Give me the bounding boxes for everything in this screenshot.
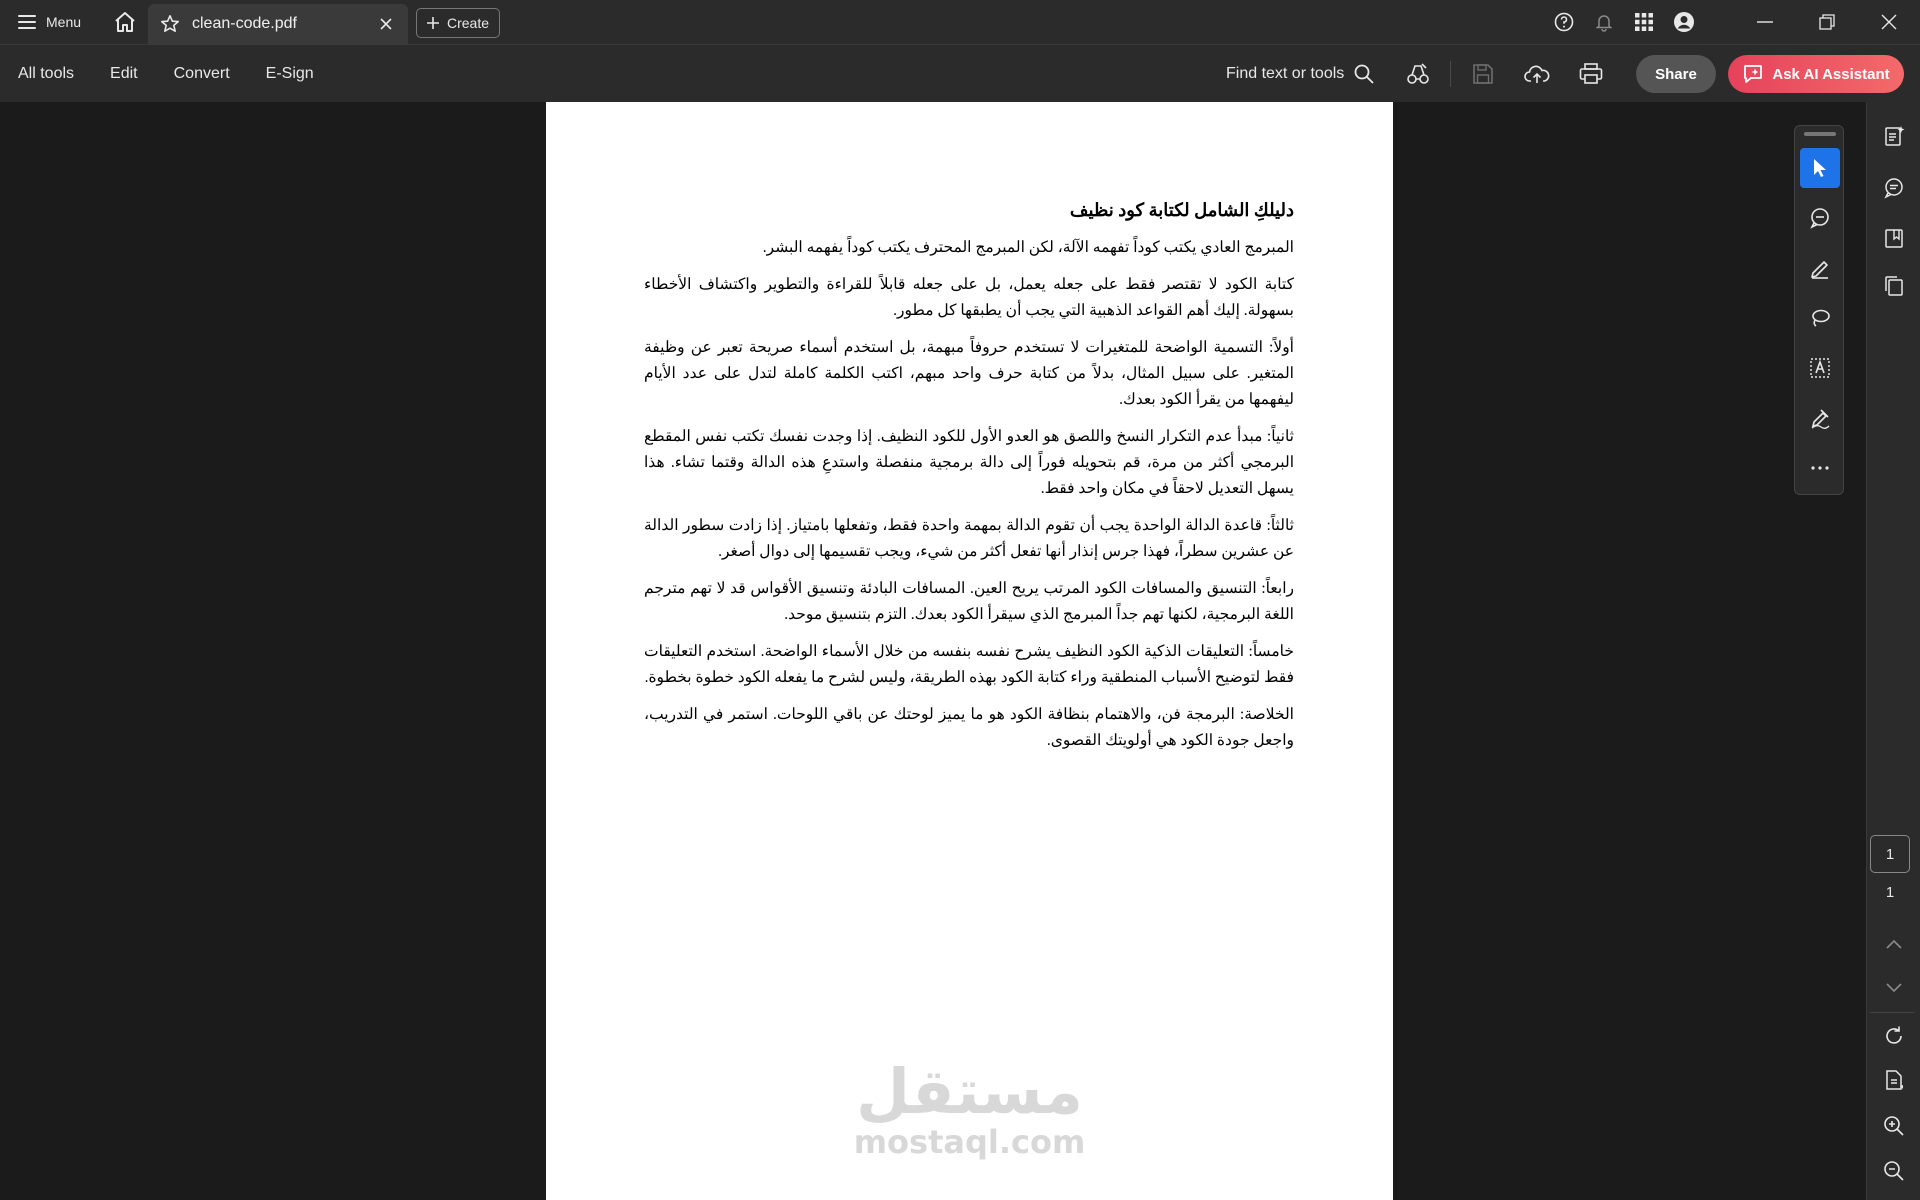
right-rail — [1866, 102, 1920, 1200]
current-page-input[interactable]: 1 — [1870, 835, 1910, 873]
rail-divider — [1870, 1012, 1914, 1013]
quick-tools-palette — [1794, 125, 1844, 495]
document-paragraph: أولاً: التسمية الواضحة للمتغيرات لا تستخدم حروفاً مبهمة، بل استخدم أسماء صريحة تعبر عن وظيفة المتغير. على سبيل المثال، بدلاً من كتابة حرف واحد مبهم، اكتب الكلمة كاملة لتدل على عدد الأيام ليفهمها من يقرأ الكود بعدك. — [644, 339, 1294, 408]
more-horizontal-icon — [1810, 466, 1830, 470]
print-button[interactable] — [1575, 58, 1607, 90]
title-bar — [0, 0, 1920, 44]
zoom-out-icon — [1883, 1160, 1905, 1182]
star-icon[interactable] — [160, 14, 180, 34]
document-paragraph: ثانياً: مبدأ عدم التكرار النسخ واللصق هو العدو الأول للكود النظيف. إذا وجدت نفسك تكتب نفس المقطع البرمجي أكثر من مرة، قم بتحويله فوراً إلى دالة برمجية منفصلة واستدعِ هذه الدالة وقتما تشاء. هذا يسهل التعديل لاحقاً في مكان واحد فقط. — [644, 428, 1294, 497]
draw-tool-button[interactable] — [1800, 298, 1840, 338]
main-toolbar — [0, 44, 1920, 102]
more-tools-button[interactable] — [1800, 448, 1840, 488]
pdf-page[interactable] — [546, 102, 1393, 1200]
rail-bookmarks-button[interactable] — [1878, 222, 1910, 254]
help-icon — [1554, 12, 1574, 32]
apps-button[interactable] — [1624, 0, 1664, 44]
save-icon — [1472, 63, 1494, 85]
upload-cloud-button[interactable] — [1521, 58, 1553, 90]
ai-label: Ask AI Assistant — [1772, 65, 1890, 83]
printer-icon — [1579, 63, 1603, 85]
pen-icon — [1809, 257, 1831, 279]
total-pages: 1 — [1885, 884, 1895, 901]
find-label: Find text or tools — [1226, 65, 1345, 82]
ask-ai-assistant-button[interactable] — [1728, 55, 1904, 93]
comment-icon — [1809, 207, 1831, 229]
palette-drag-handle[interactable] — [1804, 132, 1836, 136]
close-icon — [1881, 14, 1897, 30]
user-avatar-icon — [1673, 11, 1695, 33]
chevron-up-icon — [1886, 939, 1902, 949]
home-icon — [113, 11, 137, 33]
signature-pen-icon — [1809, 407, 1831, 429]
rail-comments-button[interactable] — [1878, 172, 1910, 204]
home-button[interactable] — [105, 0, 145, 44]
rail-pages-button[interactable] — [1878, 270, 1910, 302]
account-button[interactable] — [1664, 0, 1704, 44]
watermark-domain: mostaql.com — [853, 1123, 1086, 1161]
tab-title: clean-code.pdf — [192, 15, 297, 32]
text-box-icon — [1809, 357, 1831, 379]
document-paragraph: ثالثاً: قاعدة الدالة الواحدة يجب أن تقوم الدالة بمهمة واحدة فقط، وتفعلها بامتياز. إذا زادت سطور الدالة عن عشرين سطراً، فهذا جرس إنذار أنها تفعل أكثر من شيء، ويجب تقسيمها إلى دوال أصغر. — [644, 517, 1294, 560]
notifications-button[interactable] — [1584, 0, 1624, 44]
close-tab-button[interactable] — [376, 14, 396, 34]
minimize-button[interactable] — [1734, 0, 1796, 44]
sign-tool-button[interactable] — [1800, 398, 1840, 438]
save-button[interactable] — [1467, 58, 1499, 90]
document-paragraph: كتابة الكود لا تقتصر فقط على جعله يعمل، بل على جعله قابلاً للقراءة والتطوير واكتشاف الأخطاء بسهولة. إليك أهم القواعد الذهبية التي يجب أن يطبقها كل مطور. — [644, 276, 1294, 319]
hamburger-icon — [18, 15, 36, 29]
search-icon — [1354, 64, 1374, 84]
share-button[interactable]: Share — [1636, 55, 1716, 93]
nav-edit[interactable]: Edit — [110, 64, 138, 82]
document-paragraph: المبرمج العادي يكتب كوداً تفهمه الآلة، لكن المبرمج المحترف يكتب كوداً يفهمه البشر. — [762, 239, 1294, 256]
rotate-icon — [1883, 1025, 1905, 1047]
text-box-tool-button[interactable] — [1800, 348, 1840, 388]
close-icon — [380, 18, 392, 30]
page-up-button[interactable] — [1878, 928, 1910, 960]
create-button[interactable] — [416, 8, 500, 38]
nav-convert[interactable]: Convert — [173, 64, 230, 82]
lasso-icon — [1809, 307, 1831, 329]
apps-grid-icon — [1635, 13, 1653, 31]
document-heading: دليلكِ الشامل لكتابة كود نظيف — [1069, 200, 1294, 220]
compare-icon — [1406, 62, 1430, 86]
watermark — [546, 1055, 1393, 1161]
watermark-arabic: مستقل — [856, 1055, 1083, 1128]
nav-all-tools[interactable]: All tools — [18, 64, 75, 82]
page-down-button[interactable] — [1878, 972, 1910, 1004]
minimize-icon — [1757, 21, 1773, 23]
cursor-arrow-icon — [1810, 157, 1830, 179]
cloud-upload-icon — [1524, 63, 1550, 85]
document-paragraph: رابعاً: التنسيق والمسافات الكود المرتب يريح العين. المسافات البادئة وتنسيق الأقواس قد لا تهم مترجم اللغة البرمجية، لكنها تهم جداً المبرمج الذي سيقرأ الكود بعدك. التزم بتنسيق موحد. — [644, 580, 1294, 623]
rotate-button[interactable] — [1878, 1020, 1910, 1052]
restore-button[interactable] — [1796, 0, 1858, 44]
document-tab[interactable] — [148, 4, 408, 44]
document-paragraph: الخلاصة: البرمجة فن، والاهتمام بنظافة الكود هو ما يميز لوحتك عن باقي اللوحات. استمر في التدريب، واجعل جودة الكود هي أولويتك القصوى. — [644, 706, 1294, 749]
bell-icon — [1594, 12, 1614, 32]
highlight-tool-button[interactable] — [1800, 248, 1840, 288]
compare-tool-button[interactable] — [1402, 58, 1434, 90]
page-content — [644, 200, 1294, 765]
nav-e-sign[interactable]: E-Sign — [265, 64, 314, 82]
menu-button[interactable] — [0, 0, 99, 44]
create-label: Create — [447, 15, 490, 31]
document-canvas[interactable] — [0, 102, 1866, 1200]
plus-icon — [427, 17, 439, 29]
document-sparkle-icon — [1883, 125, 1905, 147]
copy-pages-icon — [1883, 275, 1905, 297]
zoom-in-button[interactable] — [1878, 1110, 1910, 1142]
restore-icon — [1819, 14, 1835, 30]
titlebar-right — [1544, 0, 1920, 44]
close-window-button[interactable] — [1858, 0, 1920, 44]
toolbar-divider — [1450, 61, 1451, 87]
comments-icon — [1883, 177, 1905, 199]
zoom-in-icon — [1883, 1115, 1905, 1137]
rail-ai-summary-button[interactable] — [1878, 120, 1910, 152]
chevron-down-icon — [1886, 983, 1902, 993]
help-button[interactable] — [1544, 0, 1584, 44]
comment-tool-button[interactable] — [1800, 198, 1840, 238]
ai-chat-icon — [1742, 63, 1764, 85]
page-display-button[interactable] — [1878, 1064, 1910, 1096]
find-text-or-tools[interactable] — [1226, 45, 1374, 103]
select-tool-button[interactable] — [1800, 148, 1840, 188]
document-paragraph: خامساً: التعليقات الذكية الكود النظيف يشرح نفسه بنفسه من خلال الأسماء الواضحة. استخدم التعليقات فقط لتوضيح الأسباب المنطقية وراء كتابة الكود بهذه الطريقة، وليس لشرح ما يفعله الكود خطوة بخطوة. — [644, 643, 1294, 686]
bookmark-icon — [1883, 227, 1905, 249]
menu-label: Menu — [46, 14, 82, 30]
zoom-out-button[interactable] — [1878, 1155, 1910, 1187]
document-settings-icon — [1883, 1069, 1905, 1091]
